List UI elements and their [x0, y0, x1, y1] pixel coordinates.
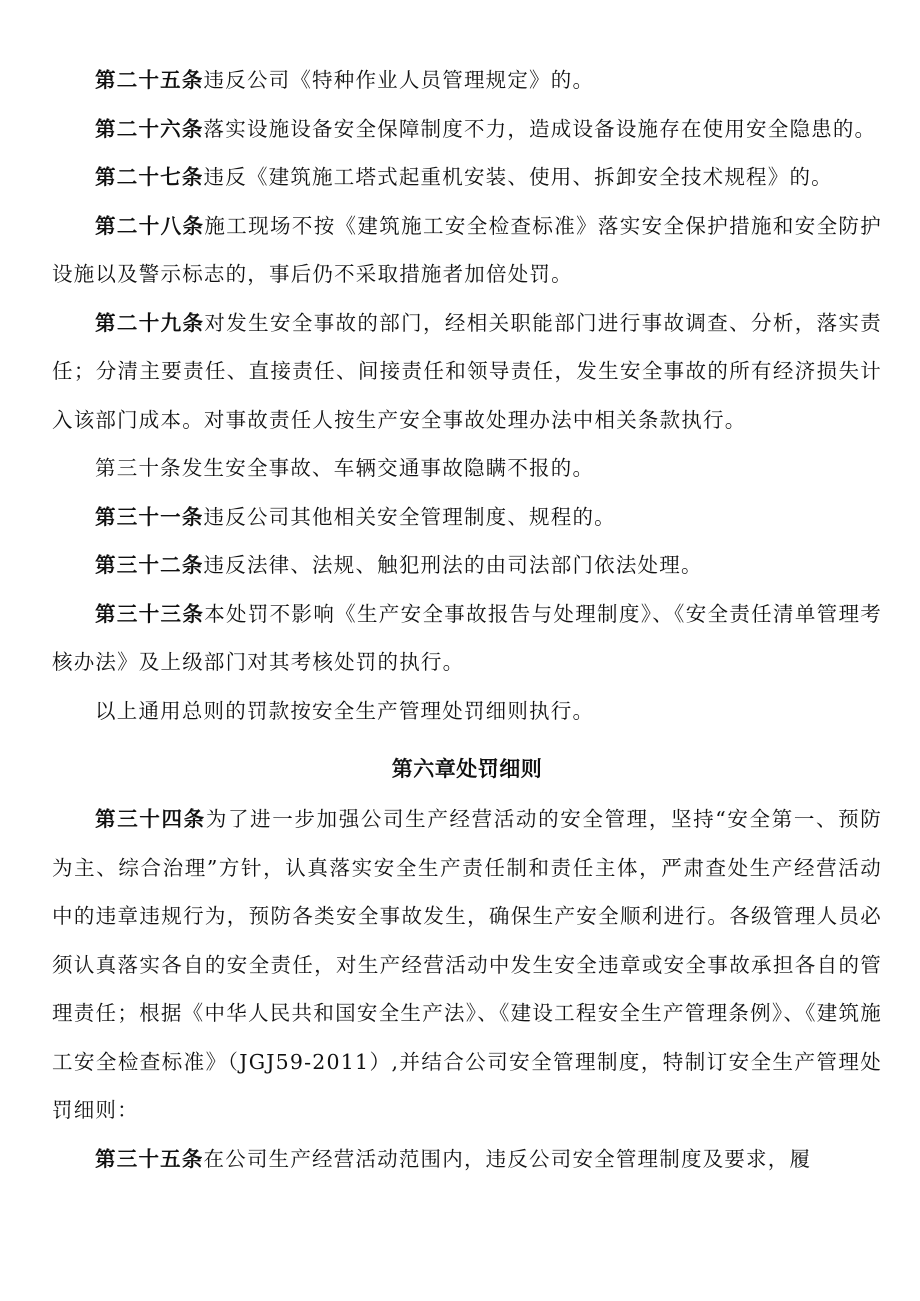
article-33 — [52, 590, 882, 687]
document-page — [52, 56, 882, 1183]
article-27 — [52, 153, 882, 202]
article-text: 施工现场不按《建筑施工安全检查标准》落实安全保护措施和安全防护设施以及警示标志的，事后仍不采取措施者加倍处罚。 — [52, 213, 883, 286]
article-text: 本处罚不影响《生产安全事故报告与处理制度》、《安全责任清单管理考核办法》及上级部门对其考核处罚的执行。 — [52, 601, 883, 674]
article-text: 落实设施设备安全保障制度不力，造成设备设施存在使用安全隐患的。 — [203, 116, 877, 141]
article-number: 第二十九条 — [95, 310, 205, 335]
article-29 — [52, 299, 882, 445]
article-number: 第三十二条 — [95, 553, 204, 577]
article-number: 第三十五条 — [95, 1146, 204, 1171]
article-number: 第二十八条 — [95, 213, 205, 238]
note-text: 以上通用总则的罚款按安全生产管理处罚细则执行。 — [95, 698, 595, 723]
article-text: 为了进一步加强公司生产经营活动的安全管理，坚持“安全第一、预防为主、综合治理”方针，认真落实安全生产责任制和责任主体，严肃查处生产经营活动中的违章违规行为，预防各类安全事故发生，确保生产安全顺利进行。各级管理人员必须认真落实各自的安全责任，对生产经营活动中发生安全违章或安全事故承担各自的管理责任；根据《中华人民共和国安全生产法》、《建设工程安全生产管理条例》、《建筑施工安全检查标准》（JGJ59-2011）,并结合公司安全管理制度，特制订安全生产管理处罚细则： — [52, 807, 883, 1122]
article-text: 违反《建筑施工塔式起重机安装、使用、拆卸安全技术规程》的。 — [203, 165, 833, 189]
article-text: 对发生安全事故的部门，经相关职能部门进行事故调查、分析，落实责任；分清主要责任、直接责任、间接责任和领导责任，发生安全事故的所有经济损失计入该部门成本。对事故责任人按生产安全事故处理办法中相关条款执行。 — [52, 310, 883, 432]
article-number: 第三十条 — [95, 456, 182, 480]
article-34 — [52, 795, 882, 1135]
article-number: 第三十三条 — [95, 601, 205, 626]
article-text: 发生安全事故、车辆交通事故隐瞒不报的。 — [181, 456, 595, 480]
article-30 — [52, 444, 882, 493]
article-text: 违反公司《特种作业人员管理规定》的。 — [203, 68, 595, 92]
article-26 — [52, 105, 882, 154]
article-number: 第三十四条 — [95, 807, 206, 831]
article-35 — [52, 1135, 882, 1184]
general-rules-note — [52, 687, 882, 736]
chapter-title: 第六章处罚细则 — [391, 757, 543, 781]
article-text: 违反公司其他相关安全管理制度、规程的。 — [203, 504, 616, 529]
article-number: 第三十一条 — [95, 504, 204, 529]
article-25 — [52, 56, 882, 105]
article-text: 违反法律、法规、触犯刑法的由司法部门依法处理。 — [203, 553, 703, 577]
article-31 — [52, 493, 882, 542]
article-number: 第二十七条 — [95, 165, 204, 189]
article-text: 在公司生产经营活动范围内，违反公司安全管理制度及要求，履 — [203, 1146, 812, 1171]
article-number: 第二十六条 — [95, 116, 204, 141]
article-32 — [52, 541, 882, 590]
article-28 — [52, 202, 882, 299]
article-number: 第二十五条 — [95, 68, 204, 92]
